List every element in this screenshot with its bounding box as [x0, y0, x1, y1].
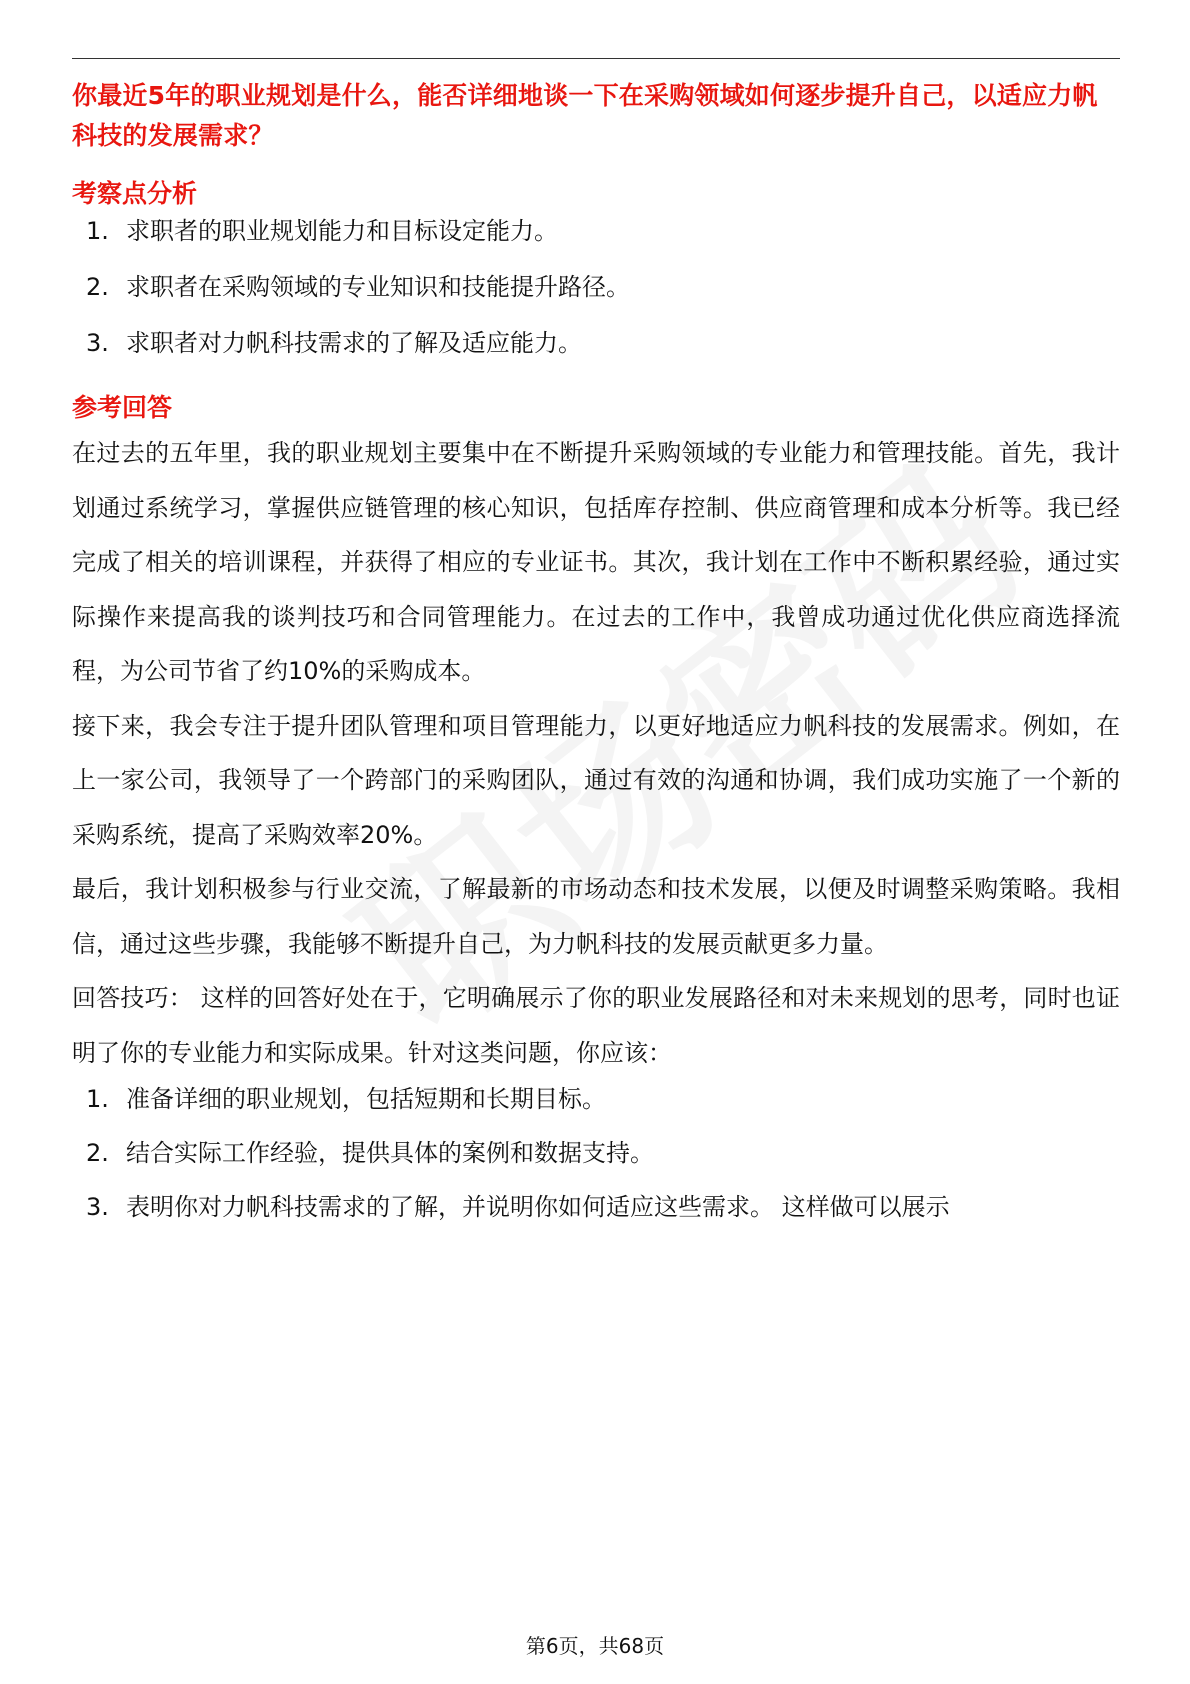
list-item	[72, 1080, 1120, 1118]
list-item-text: 结合实际工作经验，提供具体的案例和数据支持。	[126, 1139, 654, 1167]
list-item	[72, 1134, 1120, 1172]
list-item	[72, 268, 1120, 306]
list-item	[72, 212, 1120, 250]
list-item-text: 准备详细的职业规划，包括短期和长期目标。	[126, 1085, 606, 1113]
list-item-number: 2.	[86, 1139, 109, 1167]
list-item-number: 3.	[86, 1193, 109, 1221]
answer-heading: 参考回答	[72, 393, 173, 422]
analysis-list	[72, 212, 1120, 362]
answer-paragraph: 接下来，我会专注于提升团队管理和项目管理能力，以更好地适应力帆科技的发展需求。例如，在上一家公司，我领导了一个跨部门的采购团队，通过有效的沟通和协调，我们成功实施了一个新的采购系统，提高了采购效率20%。	[72, 711, 1120, 849]
tips-list	[72, 1080, 1120, 1226]
tips-paragraph: 回答技巧： 这样的回答好处在于，它明确展示了你的职业发展路径和对未来规划的思考，同时也证明了你的专业能力和实际成果。针对这类问题，你应该：	[72, 984, 1120, 1067]
list-item-number: 3.	[86, 329, 109, 357]
list-item-number: 1.	[86, 1085, 109, 1113]
question-title: 你最近5年的职业规划是什么，能否详细地谈一下在采购领域如何逐步提升自己，以适应力帆科技的发展需求？	[72, 81, 1098, 150]
answer-paragraph: 在过去的五年里，我的职业规划主要集中在不断提升采购领域的专业能力和管理技能。首先，我计划通过系统学习，掌握供应链管理的核心知识，包括库存控制、供应商管理和成本分析等。我已经完成了相关的培训课程，并获得了相应的专业证书。其次，我计划在工作中不断积累经验，通过实际操作来提高我的谈判技巧和合同管理能力。在过去的工作中，我曾成功通过优化供应商选择流程，为公司节省了约10%的采购成本。	[72, 439, 1120, 685]
list-item-text: 求职者的职业规划能力和目标设定能力。	[126, 217, 558, 245]
list-item-number: 1.	[86, 217, 109, 245]
list-item-number: 2.	[86, 273, 109, 301]
page-content	[72, 76, 1120, 1226]
list-item	[72, 1188, 1120, 1226]
analysis-heading: 考察点分析	[72, 179, 198, 208]
top-divider	[72, 58, 1120, 59]
page-number: 第6页，共68页	[525, 1634, 665, 1658]
answer-paragraph: 最后，我计划积极参与行业交流，了解最新的市场动态和技术发展，以便及时调整采购策略。我相信，通过这些步骤，我能够不断提升自己，为力帆科技的发展贡献更多力量。	[72, 875, 1120, 958]
list-item-text: 求职者对力帆科技需求的了解及适应能力。	[126, 329, 582, 357]
list-item-text: 求职者在采购领域的专业知识和技能提升路径。	[126, 273, 630, 301]
list-item-text: 表明你对力帆科技需求的了解，并说明你如何适应这些需求。 这样做可以展示	[126, 1193, 950, 1221]
list-item	[72, 324, 1120, 362]
